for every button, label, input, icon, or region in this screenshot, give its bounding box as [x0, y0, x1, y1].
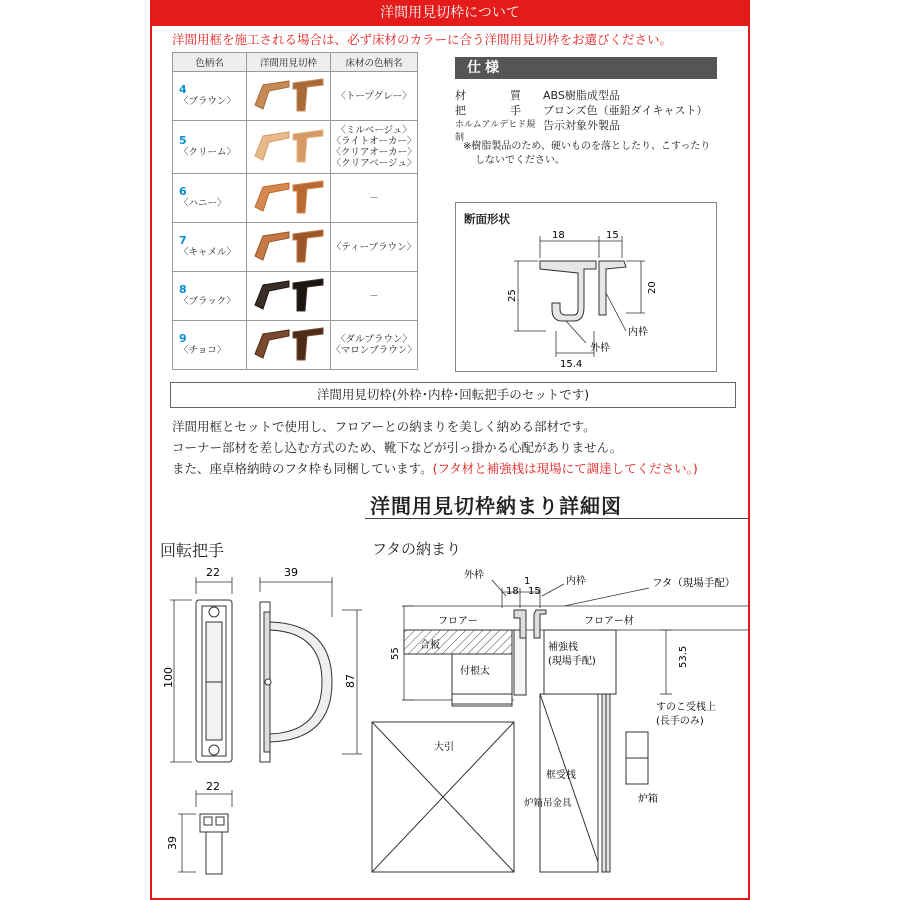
- handle-dim-h1: 100: [162, 667, 175, 688]
- dim-25: 25: [507, 289, 518, 302]
- table-row: [173, 174, 418, 223]
- floor-color: 〈ティーブラウン〉: [331, 241, 417, 253]
- frame-swatch: [249, 75, 329, 115]
- handle-dim-w1: 22: [206, 566, 220, 579]
- frame-beam-label: 框受桟: [546, 770, 576, 781]
- floor-color-cell: [331, 174, 418, 223]
- floor-color: 〈トープグレー〉: [336, 90, 412, 102]
- color-name-cell: [173, 272, 247, 321]
- desc-line1: 洋間用框とセットで使用し、フロアーとの納まりを美しく納める部材です。: [172, 419, 596, 434]
- floor-color: 〈ダルブラウン〉 〈マロンブラウン〉: [331, 334, 417, 356]
- hanger-label: 炉箱吊金具: [524, 798, 572, 809]
- floor-color: －: [369, 290, 379, 302]
- color-name: 〈キャメル〉: [179, 247, 237, 258]
- reinforce-note: (現場手配): [548, 656, 596, 667]
- floor-material-label: フロアー材: [584, 616, 634, 627]
- frame-swatch: [249, 324, 329, 364]
- table-row: [173, 321, 418, 370]
- col-header-color: 色柄名: [173, 53, 247, 72]
- frame-swatch-cell: [247, 321, 331, 370]
- cross-section-box: [455, 202, 717, 372]
- spec-note-line2: しないでください。: [475, 155, 565, 166]
- lid-detail-drawing: [364, 562, 749, 892]
- spec-value: ブロンズ色（亜鉛ダイキャスト）: [543, 104, 708, 117]
- spec-value: ABS樹脂成型品: [543, 89, 620, 102]
- color-name-cell: [173, 174, 247, 223]
- table-row: [173, 72, 418, 121]
- header-title: 洋間用見切枠について: [150, 0, 750, 26]
- spec-key: ホルムアルデヒド規制: [455, 120, 536, 143]
- dim-18: 18: [552, 230, 565, 241]
- color-name: 〈ハニー〉: [179, 198, 227, 209]
- table-row: [173, 272, 418, 321]
- dim-154: 15.4: [560, 359, 583, 370]
- floor-color-cell: [331, 121, 418, 174]
- frame-swatch: [249, 275, 329, 315]
- handle-drawing: [152, 562, 357, 882]
- color-number: 4: [179, 83, 187, 96]
- color-number: 9: [179, 332, 187, 345]
- spec-value: 告示対象外製品: [543, 119, 620, 132]
- lid-inner-label: 内枠: [566, 576, 586, 587]
- desc-line3-text: また、座卓格納時のフタ枠も同梱しています。: [172, 461, 433, 476]
- color-table: [172, 52, 418, 370]
- frame-swatch: [249, 226, 329, 266]
- reinforce-label: 補強桟: [548, 642, 578, 653]
- spec-key: 材 質: [455, 89, 521, 102]
- table-row: [173, 223, 418, 272]
- handle-dim-w2: 39: [284, 566, 298, 579]
- spec-row: [455, 117, 717, 143]
- lid-outer-label: 外枠: [464, 570, 484, 581]
- lid-dim-15: 15: [528, 586, 541, 597]
- color-name: 〈ブラウン〉: [179, 96, 237, 107]
- color-name: 〈ブラック〉: [179, 296, 236, 307]
- cross-section-title: 断面形状: [464, 212, 510, 226]
- outer-frame-label: 外枠: [590, 343, 610, 354]
- handle-dim-h2: 87: [344, 674, 357, 688]
- color-number: 5: [179, 134, 187, 147]
- color-name-cell: [173, 121, 247, 174]
- dim-20: 20: [647, 281, 658, 294]
- detail-title-rule: [365, 518, 748, 519]
- detail-title: 洋間用見切枠納まり詳細図: [370, 494, 622, 518]
- floor-color: 〈ミルベージュ〉 〈ライトオーカー〉 〈クリアオーカー〉 〈クリアベージュ〉: [331, 125, 417, 169]
- floor-color-cell: [331, 223, 418, 272]
- handle-dim-h3: 39: [166, 836, 179, 850]
- floor-color-cell: [331, 72, 418, 121]
- frame-swatch-cell: [247, 72, 331, 121]
- frame-swatch-cell: [247, 223, 331, 272]
- color-name-cell: [173, 321, 247, 370]
- table-row: [173, 121, 418, 174]
- dim-15: 15: [606, 230, 619, 241]
- lid-dim-535: 53.5: [678, 645, 689, 668]
- frame-swatch: [249, 126, 329, 166]
- floor-color: －: [369, 192, 379, 204]
- color-name-cell: [173, 223, 247, 272]
- handle-dim-w3: 22: [206, 780, 220, 793]
- cross-section-drawing: [456, 203, 718, 373]
- floor-label: フロアー: [438, 616, 478, 627]
- handle-title: 回転把手: [160, 541, 225, 560]
- spec-box: [455, 57, 717, 168]
- color-number: 6: [179, 185, 187, 198]
- floor-color-cell: [331, 272, 418, 321]
- set-label: 洋間用見切枠(外枠･内枠･回転把手のセットです): [170, 382, 736, 408]
- plywood-label: 合板: [420, 640, 440, 651]
- inner-frame-label: 内枠: [628, 327, 648, 338]
- spec-row: [455, 87, 717, 102]
- color-number: 8: [179, 283, 187, 296]
- col-header-floor: 床材の色柄名: [331, 53, 418, 72]
- frame-swatch-cell: [247, 174, 331, 223]
- desc-line3-red: (フタ材と補強桟は現場にて調達してください。): [432, 461, 698, 476]
- spec-title: 仕様: [455, 57, 717, 79]
- col-header-frame: 洋間用見切枠: [247, 53, 331, 72]
- color-name: 〈チョコ〉: [179, 345, 227, 356]
- lid-dim-1: 1: [524, 576, 531, 587]
- lid-title: フタの納まり: [372, 540, 461, 558]
- frame-swatch-cell: [247, 272, 331, 321]
- desc-line3: [172, 458, 698, 479]
- desc-line2: コーナー部材を差し込む方式のため、靴下などが引っ掛かる心配がありません。: [172, 440, 623, 455]
- frame-swatch: [249, 177, 329, 217]
- hearth-label: 炉箱: [638, 794, 658, 805]
- sunoko-note: (長手のみ): [656, 716, 704, 727]
- color-number: 7: [179, 234, 187, 247]
- lid-label: フタ（現場手配）: [652, 577, 736, 589]
- beam-label: 大引: [434, 742, 454, 753]
- spec-note-line1: ※樹脂製品のため、硬いものを落としたり、こすったり: [463, 141, 711, 152]
- lid-dim-55: 55: [390, 647, 401, 660]
- color-name-cell: [173, 72, 247, 121]
- notice-text: 洋間用框を施工される場合は、必ず床材のカラーに合う洋間用見切枠をお選びください。: [172, 32, 673, 47]
- description: [172, 416, 698, 479]
- floor-color-cell: [331, 321, 418, 370]
- frame-swatch-cell: [247, 121, 331, 174]
- sunoko-label: すのこ受桟上: [656, 702, 716, 713]
- lid-dim-18: 18: [506, 586, 519, 597]
- color-name: 〈クリーム〉: [179, 147, 237, 158]
- spec-row: [455, 102, 717, 117]
- spec-note: [455, 140, 717, 168]
- spec-key: 把 手: [455, 104, 521, 117]
- joist-label: 付根太: [460, 666, 490, 677]
